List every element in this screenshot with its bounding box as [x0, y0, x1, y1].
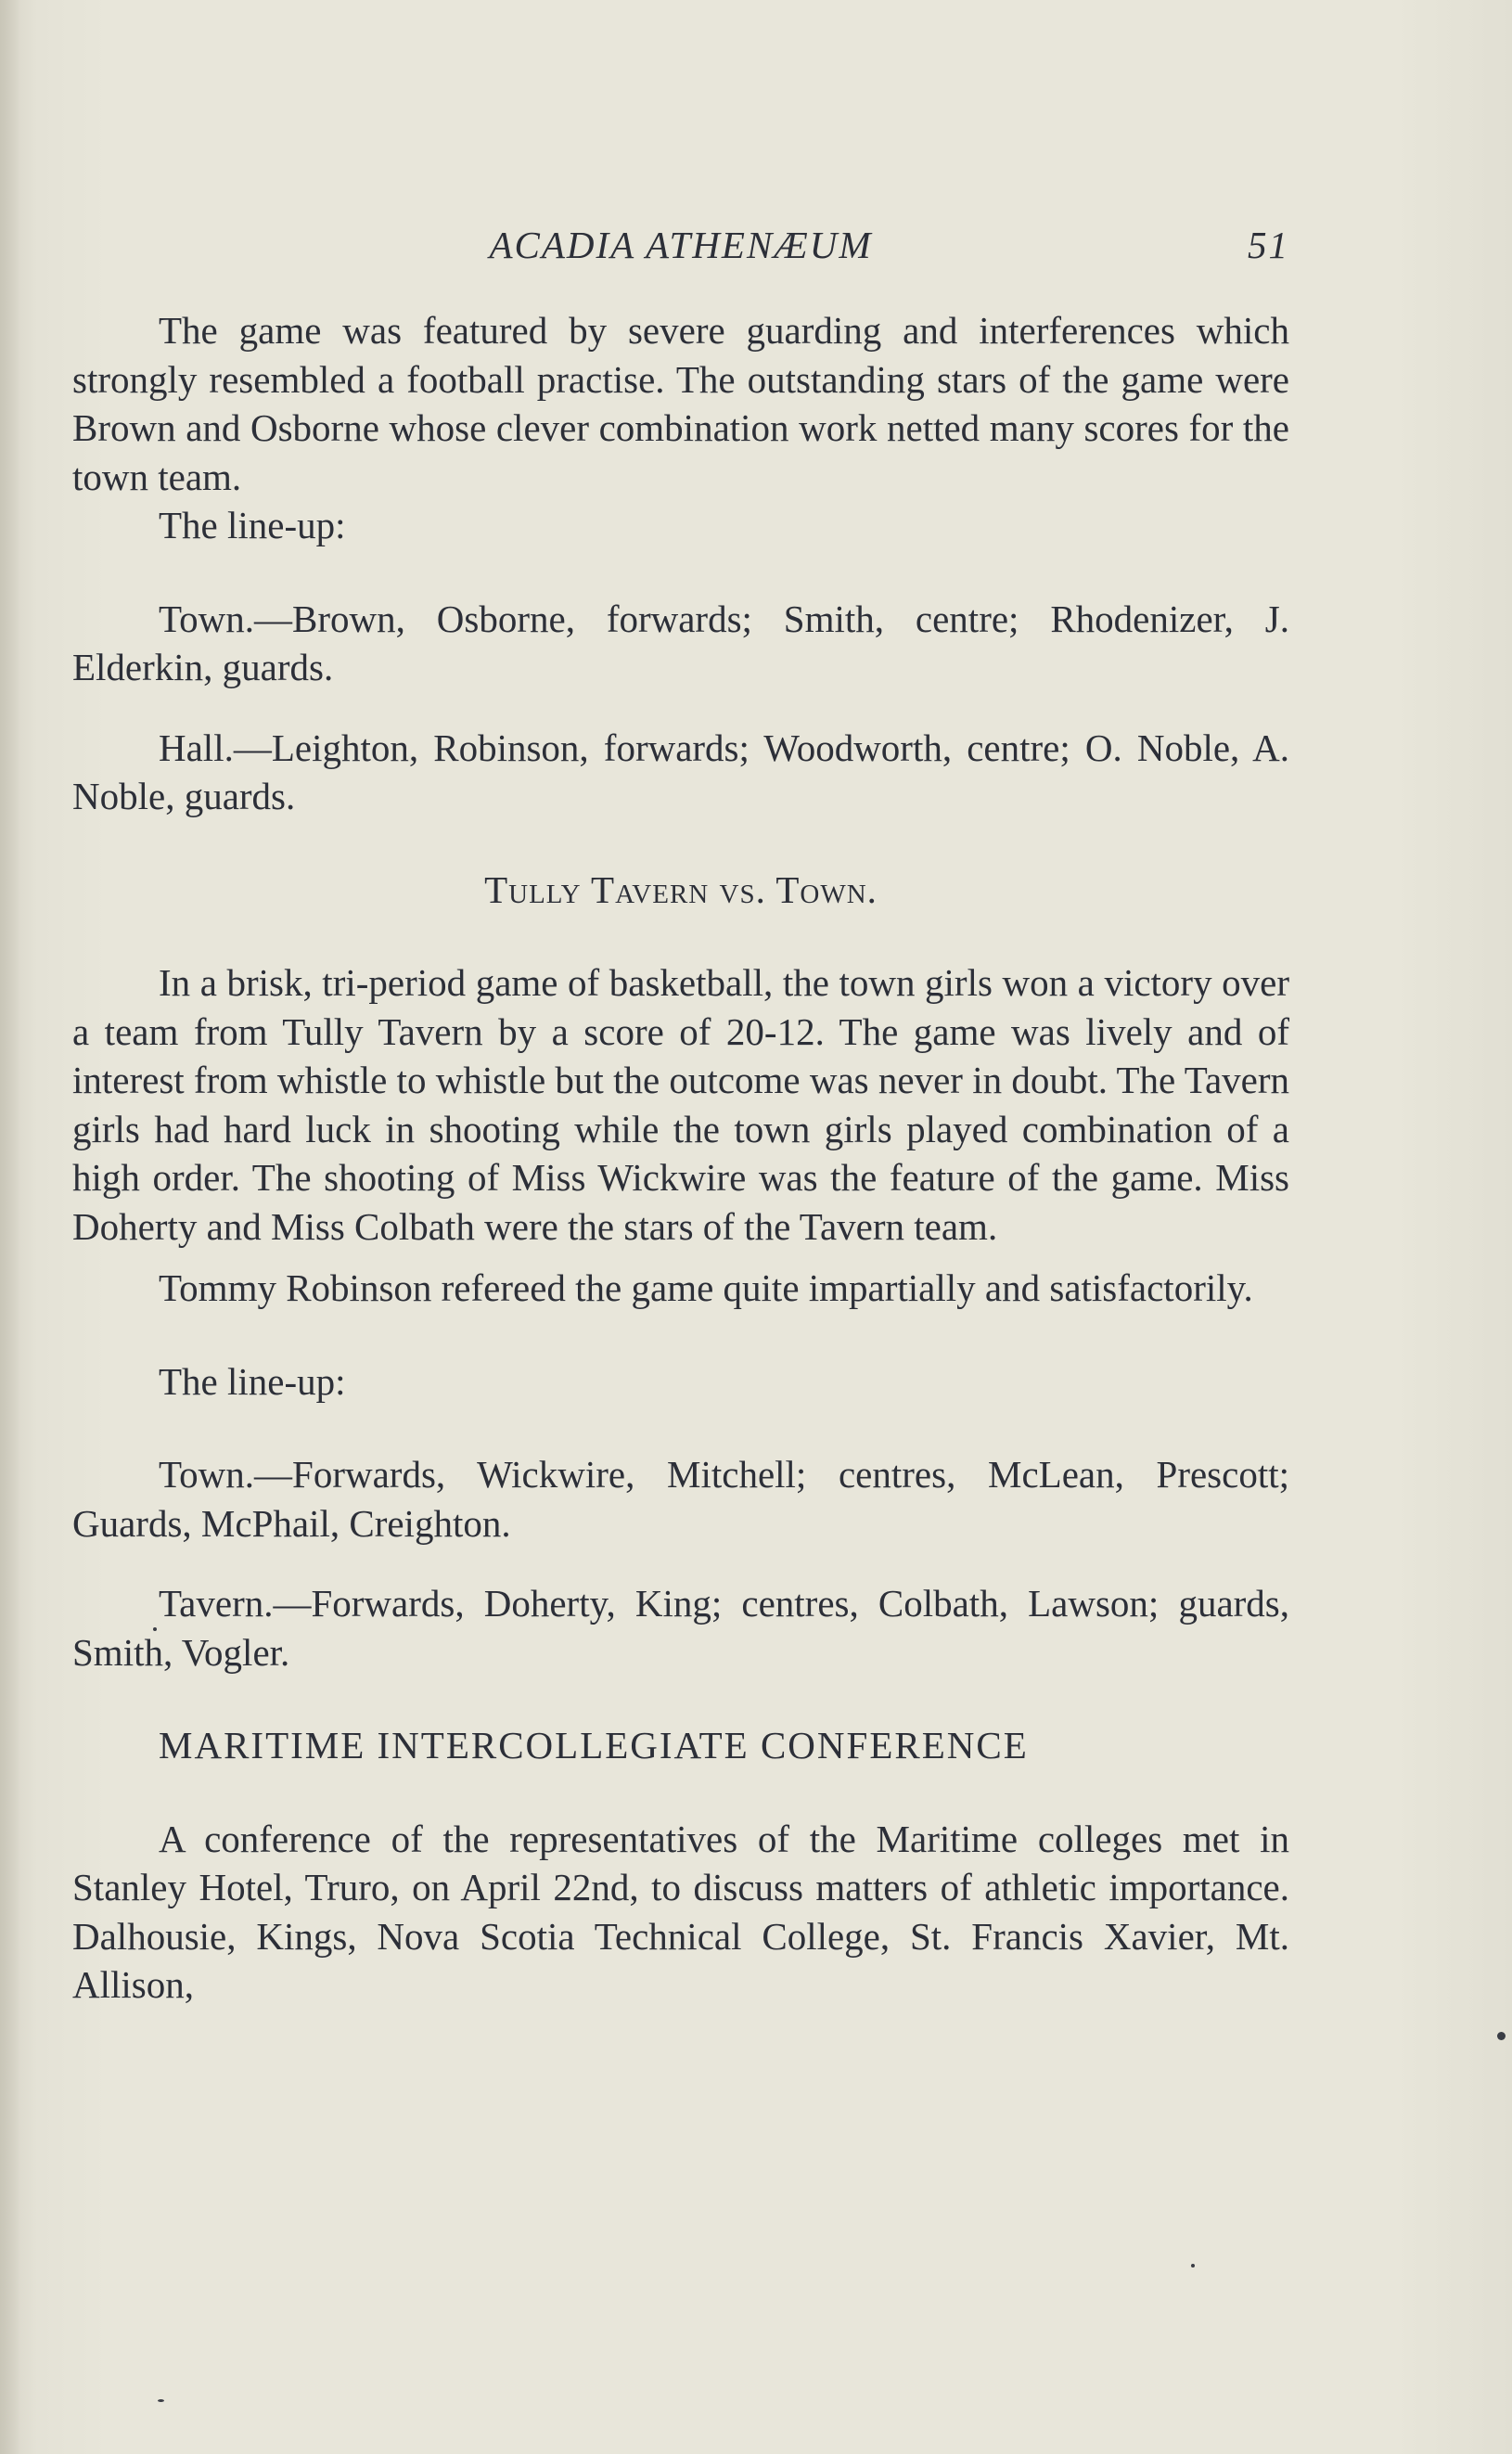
- paragraph-lineup-label-2: The line-up:: [159, 1359, 346, 1403]
- print-speck: [158, 2399, 164, 2402]
- print-speck: [153, 1627, 157, 1631]
- page-number: 51: [1248, 224, 1289, 266]
- section-heading-tully-tavern: Tully Tavern vs. Town.: [484, 867, 878, 911]
- print-speck: [1497, 2032, 1506, 2040]
- paragraph-lineup-hall: Hall.—Leighton, Robinson, forwards; Woodworth, centre; O. Noble, A. Noble, guards.: [72, 726, 1289, 817]
- paragraph-lineup-town: Town.—Brown, Osborne, forwards; Smith, centre; Rhodenizer, J. Elderkin, guards.: [72, 597, 1289, 688]
- page-header: [72, 223, 1289, 278]
- paragraph-lineup-tavern: Tavern.—Forwards, Doherty, King; centres, Colbath, Lawson; guards, Smith, Vogler.: [72, 1582, 1289, 1674]
- page-binding-shadow: [0, 0, 20, 2454]
- running-title: ACADIA ATHENÆUM: [489, 224, 873, 266]
- paragraph-conference: A conference of the representatives of the Maritime colleges met in Stanley Hotel, Truro, on April 22nd, to discuss matters of athletic importance. Dalhousie, Kings, Nova Scotia Technical College, St. Francis Xavier, Mt. Allison,: [72, 1817, 1289, 2006]
- paragraph-game-description: The game was featured by severe guarding and interferences which strongly resembled a football practise. The outstanding stars of the game were Brown and Osborne whose clever combination work netted many scores for the town team.: [72, 309, 1289, 498]
- print-speck: [1191, 2264, 1195, 2268]
- paragraph-referee: Tommy Robinson refereed the game quite impartially and satisfactorily.: [159, 1266, 1253, 1309]
- section-heading-conference: MARITIME INTERCOLLEGIATE CONFERENCE: [159, 1724, 1029, 1767]
- paragraph-lineup-town-girls: Town.—Forwards, Wickwire, Mitchell; centres, McLean, Prescott; Guards, McPhail, Creighton.: [72, 1453, 1289, 1545]
- article-body: [72, 306, 1289, 2010]
- paragraph-basketball-report: In a brisk, tri-period game of basketball, the town girls won a victory over a team from Tully Tavern by a score of 20-12. The game was lively and of interest from whistle to whistle but the outcome was never in doubt. The Tavern girls had hard luck in shooting while the town girls played combination of a high order. The shooting of Miss Wickwire was the feature of the game. Miss Doherty and Miss Colbath were the stars of the Tavern team.: [72, 961, 1289, 1248]
- paragraph-lineup-label: The line-up:: [159, 504, 346, 546]
